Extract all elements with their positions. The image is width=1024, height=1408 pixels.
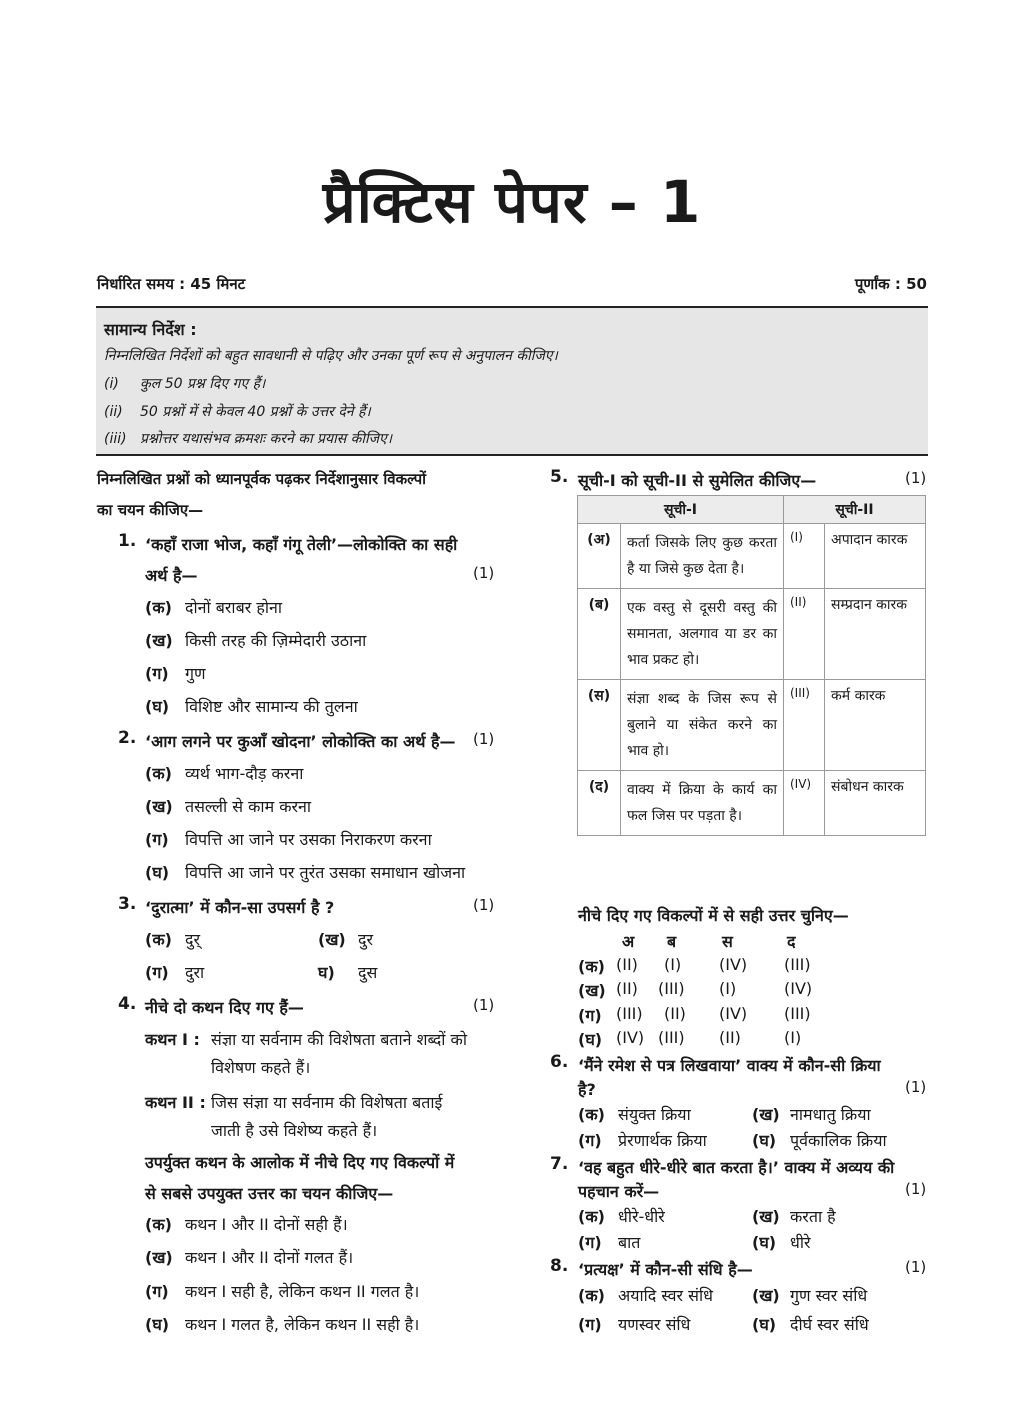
section-intro: का चयन कीजिए— [97,501,204,519]
question-text: ‘कहाँ राजा भोज, कहाँ गंगू तेली’—लोकोक्ति का सही [145,535,458,554]
option: (क) कथन I और II दोनों सही हैं। [145,1215,348,1234]
question-marks: (1) [473,730,495,748]
option: (ग) प्रेरणार्थक क्रिया [578,1131,707,1150]
option: (ख) तसल्ली से काम करना [145,797,312,816]
option: (घ) पूर्वकालिक क्रिया [752,1131,887,1150]
question-text: पहचान करें— [578,1182,660,1201]
question-marks: (1) [473,564,495,582]
option: (घ) कथन I गलत है, लेकिन कथन II सही है। [145,1315,420,1334]
question-marks: (1) [473,896,495,914]
list-2-header: सूची-II [784,496,926,524]
option: (ग) गुण [145,664,206,683]
question-marks: (1) [905,1078,927,1096]
option: (क) दोनों बराबर होना [145,598,283,617]
meta-row [97,274,927,296]
table-row: (अ) कर्ता जिसके लिए कुछ करता है या जिसे कुछ देता है। (I) अपादान कारक [578,524,926,589]
question-prompt: नीचे दिए गए विकल्पों में से सही उत्तर चुनिए— [578,906,849,925]
question-prompt: उपर्युक्त कथन के आलोक में नीचे दिए गए विकल्पों में [145,1153,455,1172]
question-text: ‘आग लगने पर कुआँ खोदना’ लोकोक्ति का अर्थ है— [145,732,456,751]
option: (ख) गुण स्वर संधि [752,1286,868,1305]
statement-1-cont: विशेषण कहते हैं। [211,1058,311,1077]
option: (ग) बात [578,1233,641,1252]
question-text: अर्थ है— [145,566,198,585]
option: (क) अयादि स्वर संधि [578,1286,713,1305]
question-marks: (1) [473,996,495,1014]
statement-2: कथन II : जिस संज्ञा या सर्वनाम की विशेषता बताई [145,1093,443,1112]
total-marks: पूर्णांक : 50 [854,275,927,293]
section-intro: निम्नलिखित प्रश्नों को ध्यानपूर्वक पढ़कर निर्देशानुसार विकल्पों [97,470,426,488]
page-title: प्रैक्टिस पेपर – 1 [322,168,702,236]
option: (क) दुर् [145,930,201,949]
option: (क) संयुक्त क्रिया [578,1105,691,1124]
table-row: (स) संज्ञा शब्द के जिस रूप से बुलाने या संकेत करने का भाव हो। (III) कर्म कारक [578,680,926,771]
option: (ग) विपत्ति आ जाने पर उसका निराकरण करना [145,830,432,849]
statement-2-cont: जाती है उसे विशेष्य कहते हैं। [211,1121,378,1140]
question-text: ‘मैंने रमेश से पत्र लिखवाया’ वाक्य में कौन-सी क्रिया [578,1056,881,1075]
question-text: नीचे दो कथन दिए गए हैं— [145,998,304,1017]
general-instructions [96,306,928,456]
instructions-heading: सामान्य निर्देश : [104,320,197,339]
option: (ग) कथन I सही है, लेकिन कथन II गलत है। [145,1282,420,1301]
instruction-item: (iii) प्रश्नोत्तर यथासंभव क्रमशः करने का प्रयास कीजिए। [104,431,393,447]
option: (ख) दुर [318,930,374,949]
instruction-item: (ii) 50 प्रश्नों में से केवल 40 प्रश्नों के उत्तर देने हैं। [104,404,371,420]
question-marks: (1) [905,1258,927,1276]
option: घ) दुस [318,963,378,982]
table-row: (द) वाक्य में क्रिया के कार्य का फल जिस पर पड़ता है। (IV) संबोधन कारक [578,771,926,836]
instructions-intro: निम्नलिखित निर्देशों को बहुत सावधानी से पढ़िए और उनका पूर्ण रूप से अनुपालन कीजिए। [104,348,558,364]
question-text: है? [578,1080,596,1099]
question-marks: (1) [905,1180,927,1198]
time-allowed: निर्धारित समय : 45 मिनट [97,275,246,293]
option: (घ) विशिष्ट और सामान्य की तुलना [145,697,358,716]
matching-table [577,495,926,836]
option: (ग) दुरा [145,963,205,982]
option: (घ) धीरे [752,1233,811,1252]
option: (घ) दीर्घ स्वर संधि [752,1315,869,1334]
option: (ख) नामधातु क्रिया [752,1105,871,1124]
question-text: ‘दुरात्मा’ में कौन-सा उपसर्ग है ? [145,898,335,917]
question-marks: (1) [905,469,927,487]
question-text: सूची-I को सूची-II से सुमेलित कीजिए— [578,471,817,490]
option: (ख) कथन I और II दोनों गलत हैं। [145,1248,354,1267]
option: (ख) किसी तरह की ज़िम्मेदारी उठाना [145,631,367,650]
option: (ख) करता है [752,1207,836,1226]
option: (क) धीरे-धीरे [578,1207,665,1226]
list-1-header: सूची-I [578,496,784,524]
option: (घ) विपत्ति आ जाने पर तुरंत उसका समाधान खोजना [145,863,466,882]
question-prompt: से सबसे उपयुक्त उत्तर का चयन कीजिए— [145,1184,394,1203]
question-text: ‘वह बहुत धीरे-धीरे बात करता है।’ वाक्य में अव्यय की [578,1158,895,1177]
instruction-item: (i) कुल 50 प्रश्न दिए गए हैं। [104,376,266,392]
option: (क) व्यर्थ भाग-दौड़ करना [145,764,304,783]
question-text: ‘प्रत्यक्ष’ में कौन-सी संधि है— [578,1260,753,1279]
statement-1: कथन I : संज्ञा या सर्वनाम की विशेषता बताने शब्दों को [145,1030,467,1049]
table-row: (ब) एक वस्तु से दूसरी वस्तु की समानता, अलगाव या डर का भाव प्रकट हो। (II) सम्प्रदान कारक [578,589,926,680]
option: (ग) यणस्वर संधि [578,1315,691,1334]
